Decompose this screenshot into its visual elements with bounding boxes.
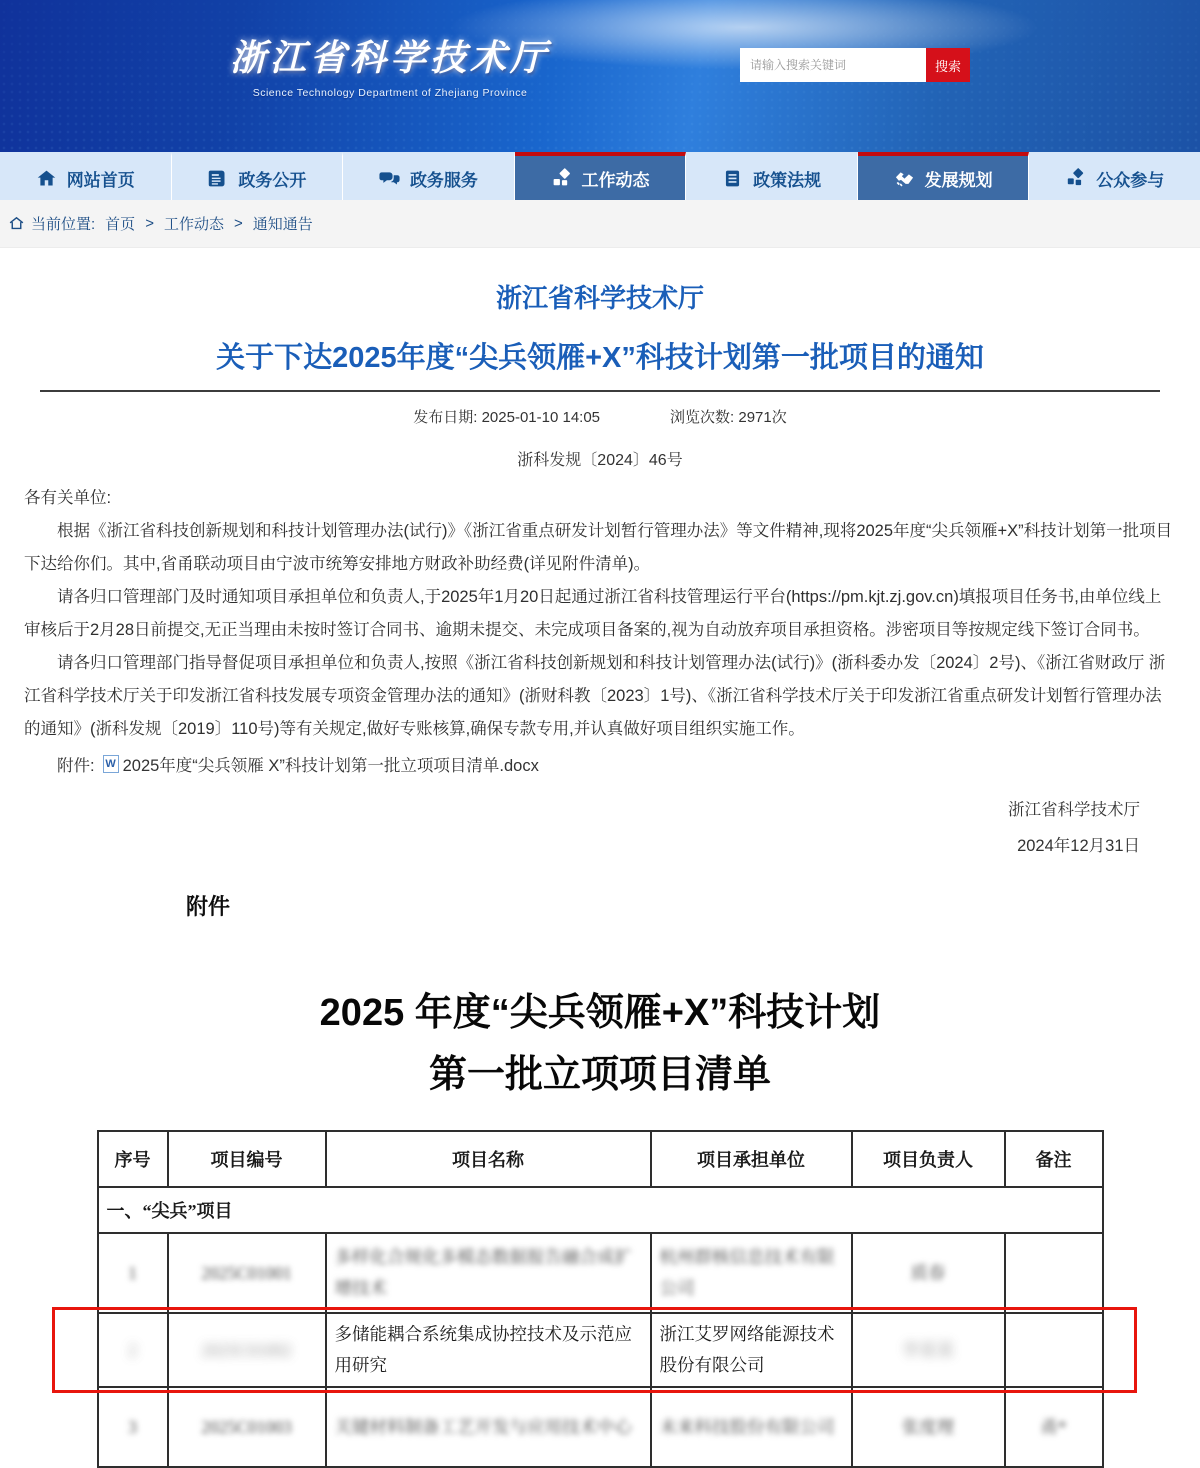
signature-org: 浙江省科学技术厅 xyxy=(1008,801,1140,819)
cell-leader: 李某某 xyxy=(852,1313,1005,1387)
breadcrumb-separator: > xyxy=(145,215,154,232)
cell-code: 2025C01002 xyxy=(168,1313,326,1387)
breadcrumb-item-notices[interactable]: 通知通告 xyxy=(252,216,313,233)
nav-item-label: 政策法规 xyxy=(753,170,822,190)
nav-item-gov-service[interactable] xyxy=(343,152,515,200)
cell-code: 2025C01001 xyxy=(168,1233,326,1313)
site-logo-subtitle: Science Technology Department of Zhejiang Province xyxy=(252,87,528,99)
attachment-document-image xyxy=(94,890,1106,1468)
paragraph-1: 根据《浙江省科技创新规划和科技计划管理办法(试行)》《浙江省重点研发计划暂行管理办法》等文件精神,现将2025年度“尖兵领雁+X”科技计划第一批项目下达给你们。其中,省甬联动项目由宁波市统筹安排地方财政补助经费(详见附件清单)。 xyxy=(24,522,1173,573)
word-doc-icon: W xyxy=(103,755,119,773)
col-header-leader: 项目负责人 xyxy=(852,1131,1005,1187)
col-header-name: 项目名称 xyxy=(326,1131,651,1187)
nav-item-home[interactable] xyxy=(0,152,172,200)
col-header-code: 项目编号 xyxy=(168,1131,326,1187)
attachment-label: 附件: xyxy=(57,757,95,775)
attachment-file-link[interactable]: 2025年度“尖兵领雁 X”科技计划第一批立项项目清单.docx xyxy=(122,757,539,775)
article-title: 浙江省科学技术厅 xyxy=(495,283,704,313)
cell-seq: 3 xyxy=(98,1387,168,1467)
cell-org: 杭州群核信息技术有限公司 xyxy=(651,1233,852,1313)
cell-seq: 2 xyxy=(98,1313,168,1387)
participate-icon xyxy=(1065,168,1086,189)
paragraph-3: 请各归口管理部门指导督促项目承担单位和负责人,按照《浙江省科技创新规划和科技计划管理办法(试行)》(浙科委办发〔2024〕2号)、《浙江省财政厅 浙江省科学技术厅关于印发浙江省科技发展专项资金管理办法的通知》(浙财科教〔2023〕1号)、《浙江省科学技术厅关于印发浙江省重点研发计划暂行管理办法的通知》(浙科发规〔2019〕110号)等有关规定,做好专账核算,确保专款专用,并认真做好项目组织实施工作。 xyxy=(24,654,1166,738)
publish-date-label: 发布日期: xyxy=(413,409,478,426)
search-bar xyxy=(740,48,970,82)
breadcrumb-item-home[interactable]: 首页 xyxy=(105,216,136,233)
search-input[interactable] xyxy=(740,48,926,82)
search-button[interactable]: 搜索 xyxy=(926,48,970,82)
nav-item-label: 工作动态 xyxy=(581,170,650,190)
nav-item-label: 政务服务 xyxy=(409,170,478,190)
nav-item-public-participation[interactable] xyxy=(1029,152,1200,200)
doc-table-wrap xyxy=(94,1130,1106,1468)
breadcrumb-item-work-dynamics[interactable]: 工作动态 xyxy=(163,216,224,233)
nav-item-policies[interactable] xyxy=(686,152,858,200)
site-logo-title: 浙江省科学技术厅 xyxy=(229,37,550,79)
nav-item-label: 公众参与 xyxy=(1096,170,1165,190)
main-nav xyxy=(0,152,1200,200)
attachment-doc-title xyxy=(94,983,1106,1106)
table-row-highlighted xyxy=(98,1313,1103,1387)
breadcrumb-home-icon xyxy=(8,215,25,232)
table-header-row xyxy=(98,1131,1103,1187)
cell-code: 2025C01003 xyxy=(168,1387,326,1467)
cell-name: 关键材料制备工艺开发与应用技术中心 xyxy=(326,1387,651,1467)
news-icon xyxy=(207,168,228,189)
publish-date-value: 2025-01-10 14:05 xyxy=(481,409,601,426)
signature-block xyxy=(24,792,1176,864)
cell-leader: 张度理 xyxy=(852,1387,1005,1467)
project-table xyxy=(97,1130,1104,1468)
list-icon xyxy=(722,168,743,189)
article-meta xyxy=(24,406,1176,427)
nav-item-label: 网站首页 xyxy=(66,170,135,190)
handshake-icon xyxy=(894,168,915,189)
article-subtitle: 关于下达2025年度“尖兵领雁+X”科技计划第一批项目的通知 xyxy=(216,342,984,374)
breadcrumb-separator: > xyxy=(233,215,243,232)
nav-item-work-dynamics[interactable] xyxy=(515,152,687,200)
breadcrumb-prefix: 当前位置: xyxy=(31,216,96,233)
cell-seq: 1 xyxy=(98,1233,168,1313)
cell-name: 多样化合规化多模态数据报告融合成扩增技术 xyxy=(326,1233,651,1313)
nav-item-label: 发展规划 xyxy=(924,170,993,190)
cell-org: 浙江艾罗网络能源技术股份有限公司 xyxy=(651,1313,852,1387)
salutation: 各有关单位: xyxy=(24,489,112,507)
title-divider xyxy=(40,390,1160,392)
chat-icon xyxy=(379,168,400,189)
table-section-row xyxy=(98,1187,1103,1233)
attachment-heading: 附件 xyxy=(186,894,231,919)
cell-remark xyxy=(1005,1313,1103,1387)
cell-org: 未来科技股份有限公司 xyxy=(651,1387,852,1467)
section-title: 一、“尖兵”项目 xyxy=(98,1187,1103,1233)
article-body xyxy=(24,482,1176,746)
cell-name: 多储能耦合系统集成协控技术及示范应用研究 xyxy=(326,1313,651,1387)
col-header-seq: 序号 xyxy=(98,1131,168,1187)
attachment-doc-title-line2: 第一批立项项目清单 xyxy=(428,1053,771,1096)
home-icon xyxy=(36,168,57,189)
nav-item-gov-info[interactable] xyxy=(172,152,344,200)
views-label: 浏览次数: xyxy=(670,409,735,426)
document-number: 浙科发规〔2024〕46号 xyxy=(517,452,683,469)
blocks-icon xyxy=(551,168,572,189)
site-logo xyxy=(225,30,555,99)
nav-item-label: 政务公开 xyxy=(238,170,307,190)
paragraph-2: 请各归口管理部门及时通知项目承担单位和负责人,于2025年1月20日起通过浙江省科技管理运行平台(https://pm.kjt.zj.gov.cn)填报项目任务书,由单位线上审核后于2月28日前提交,无正当理由未按时签订合同书、逾期未提交、未完成项目备案的,视为自动放弃项目承担资格。涉密项目等按规定线下签订合同书。 xyxy=(24,588,1162,639)
cell-leader: 质春 xyxy=(852,1233,1005,1313)
cell-remark xyxy=(1005,1233,1103,1313)
article xyxy=(0,278,1200,864)
table-row xyxy=(98,1387,1103,1467)
cell-remark: 甬* xyxy=(1005,1387,1103,1467)
views-value: 2971次 xyxy=(738,409,787,426)
table-row xyxy=(98,1233,1103,1313)
breadcrumb xyxy=(0,200,1200,248)
col-header-remark: 备注 xyxy=(1005,1131,1103,1187)
site-banner xyxy=(0,0,1200,152)
nav-item-development-plan[interactable] xyxy=(858,152,1030,200)
attachment-line xyxy=(24,752,1176,776)
col-header-org: 项目承担单位 xyxy=(651,1131,852,1187)
signature-date: 2024年12月31日 xyxy=(1017,837,1140,855)
attachment-doc-title-line1: 2025 年度“尖兵领雁+X”科技计划 xyxy=(319,992,881,1034)
